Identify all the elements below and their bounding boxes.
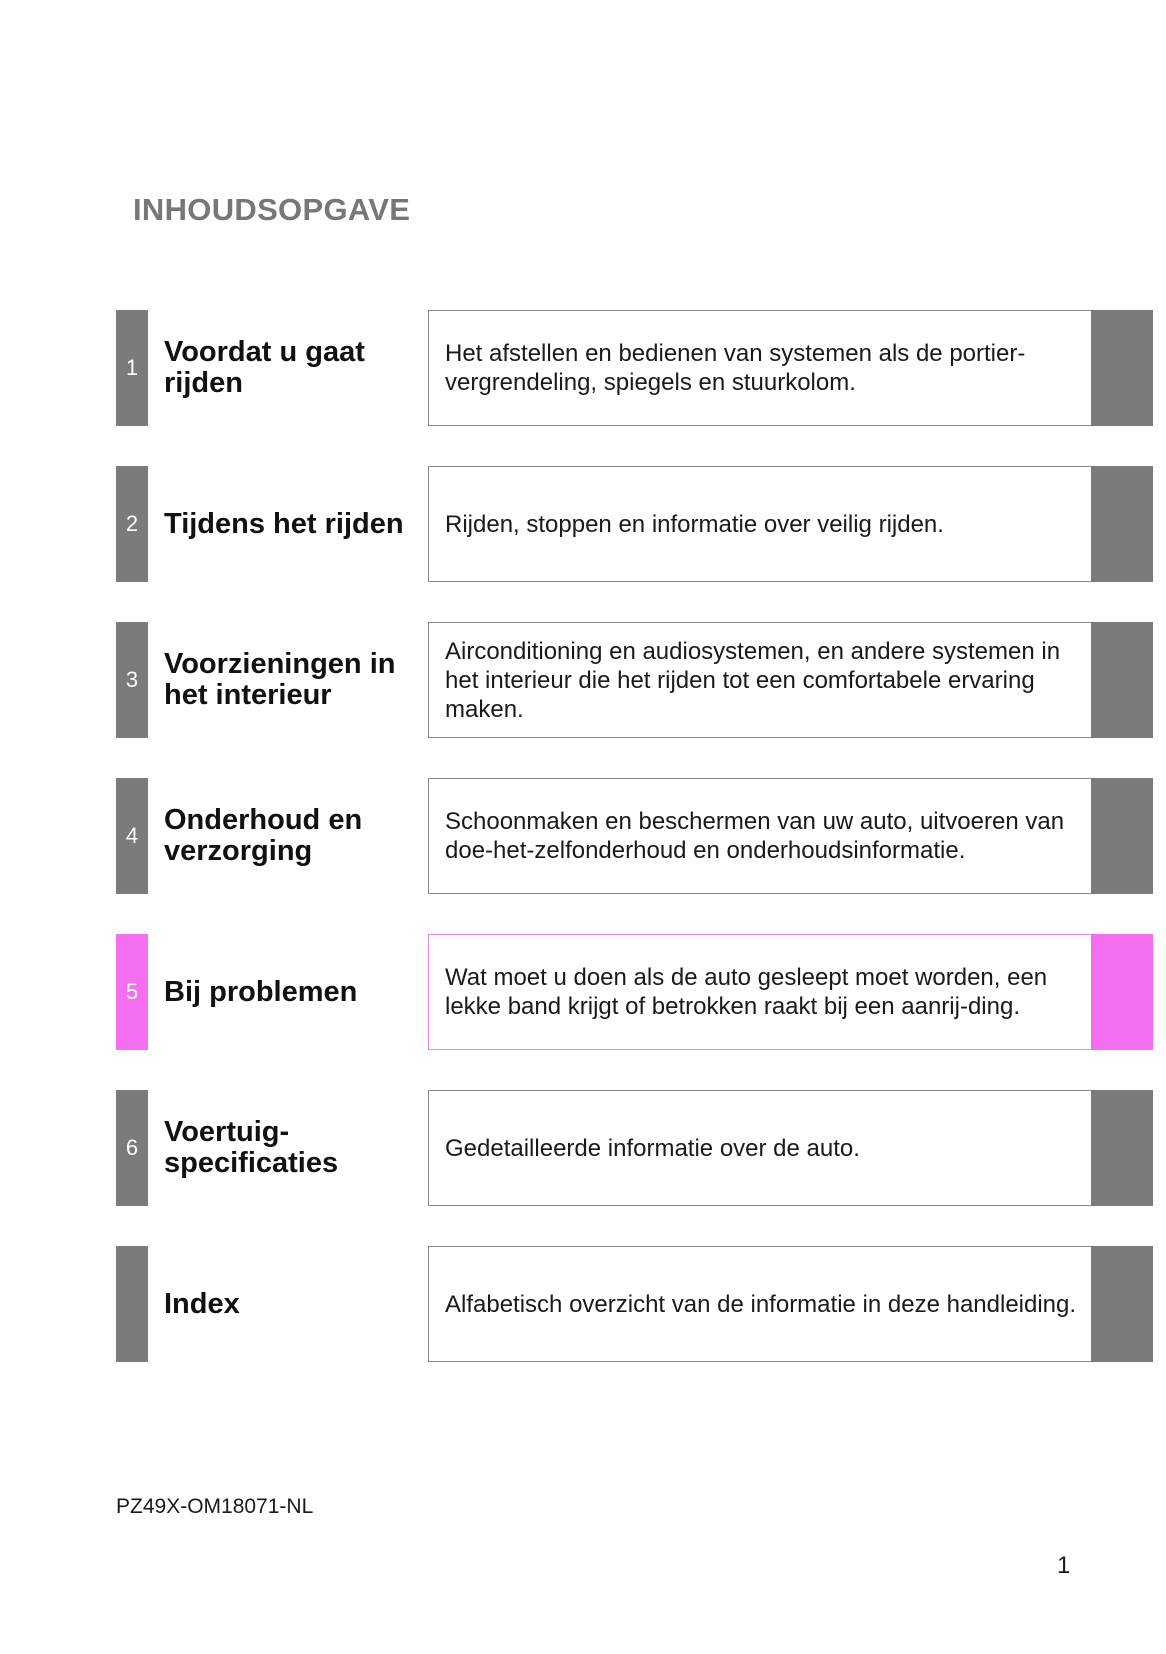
chapter-number-tab: [116, 1246, 148, 1362]
chapter-edge-tab[interactable]: [1091, 466, 1153, 582]
chapter-description: Airconditioning en audiosystemen, en andere systemen in het interieur die het rijden tot een comfortabele ervaring maken.: [445, 637, 1061, 723]
chapter-description: Wat moet u doen als de auto gesleept moet worden, een lekke band krijgt of betrokken raakt bij een aanrij-ding.: [445, 964, 1048, 1020]
chapter-description: Het afstellen en bedienen van systemen als de portier-vergrendeling, spiegels en stuurkolom.: [445, 340, 1026, 396]
chapter-number-tab: 2: [116, 466, 148, 582]
chapter-number-tab: 5: [116, 934, 148, 1050]
chapter-edge-tab[interactable]: [1091, 934, 1153, 1050]
chapter-edge-tab[interactable]: [1091, 1090, 1153, 1206]
toc-row-2[interactable]: [0, 466, 1166, 582]
chapter-title[interactable]: Index: [164, 1287, 240, 1320]
chapter-edge-tab[interactable]: [1091, 622, 1153, 738]
page-title: INHOUDSOPGAVE: [133, 192, 411, 227]
toc-row-5[interactable]: [0, 934, 1166, 1050]
chapter-edge-tab[interactable]: [1091, 1246, 1153, 1362]
toc-row-4[interactable]: [0, 778, 1166, 894]
document-code: PZ49X-OM18071-NL: [116, 1495, 314, 1518]
chapter-edge-tab[interactable]: [1091, 778, 1153, 894]
chapter-title[interactable]: Bij problemen: [164, 975, 358, 1008]
chapter-title[interactable]: Tijdens het rijden: [164, 507, 404, 540]
chapter-number-tab: 6: [116, 1090, 148, 1206]
chapter-description-box: [428, 1090, 1092, 1206]
chapter-description-box: [428, 778, 1092, 894]
chapter-description-box: [428, 310, 1092, 426]
chapter-description: Rijden, stoppen en informatie over veilig rijden.: [445, 510, 944, 538]
chapter-number-tab: 3: [116, 622, 148, 738]
chapter-description: Schoonmaken en beschermen van uw auto, uitvoeren van doe-het-zelfonderhoud en onderhoudsinformatie.: [445, 808, 1065, 864]
chapter-title[interactable]: Onderhoud en verzorging: [164, 804, 363, 867]
chapter-title[interactable]: Voordat u gaat rijden: [164, 336, 365, 399]
chapter-description-box: [428, 466, 1092, 582]
chapter-description: Alfabetisch overzicht van de informatie in deze handleiding.: [445, 1290, 1077, 1318]
chapter-title[interactable]: Voorzieningen in het interieur: [164, 648, 396, 711]
toc-row-1[interactable]: [0, 310, 1166, 426]
toc-row-6[interactable]: [0, 1090, 1166, 1206]
chapter-number-tab: 1: [116, 310, 148, 426]
chapter-description-box: [428, 934, 1092, 1050]
chapter-description-box: [428, 622, 1092, 738]
chapter-edge-tab[interactable]: [1091, 310, 1153, 426]
toc-row-3[interactable]: [0, 622, 1166, 738]
toc-row-index[interactable]: [0, 1246, 1166, 1362]
chapter-number-tab: 4: [116, 778, 148, 894]
chapter-description-box: [428, 1246, 1092, 1362]
chapter-title[interactable]: Voertuig-specificaties: [164, 1116, 339, 1179]
chapter-description: Gedetailleerde informatie over de auto.: [445, 1134, 860, 1162]
page-number: 1: [1057, 1552, 1071, 1579]
